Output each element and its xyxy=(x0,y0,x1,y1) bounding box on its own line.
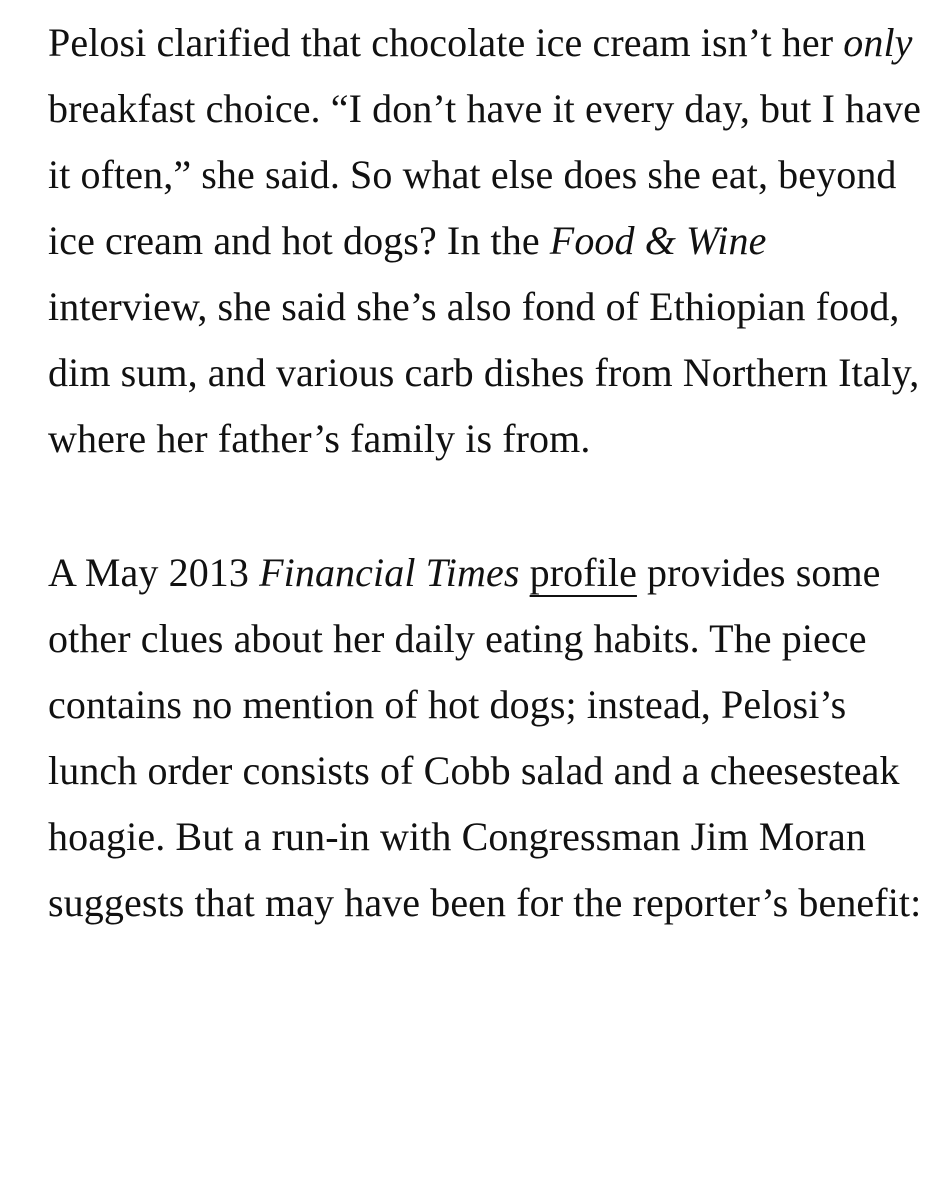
emphasis-only: only xyxy=(843,20,913,65)
article-paragraph-1 xyxy=(48,10,928,472)
paragraph-text: interview, she said she’s also fond of Ethiopian food, dim sum, and various carb dishes from Northern Italy, where her father’s family is from. xyxy=(48,284,920,461)
profile-link[interactable]: profile xyxy=(529,550,637,595)
paragraph-text: provides some other clues about her daily eating habits. The piece contains no mention of hot dogs; instead, Pelosi’s lunch order consists of Cobb salad and a cheesesteak hoagie. But a run-in with Congressman Jim Moran suggests that may have been for the reporter’s benefit: xyxy=(48,550,922,925)
paragraph-text: A May 2013 xyxy=(48,550,260,595)
article-body xyxy=(48,10,928,936)
article-paragraph-2 xyxy=(48,540,928,936)
publication-title-financial-times: Financial Times xyxy=(259,550,520,595)
paragraph-text: breakfast choice. “I don’t have it every day, but I have it often,” she said. So what else does she eat, beyond ice cream and hot dogs? In the xyxy=(48,86,922,263)
paragraph-text: Pelosi clarified that chocolate ice cream isn’t her xyxy=(48,20,844,65)
publication-title-food-and-wine: Food & Wine xyxy=(549,218,767,263)
